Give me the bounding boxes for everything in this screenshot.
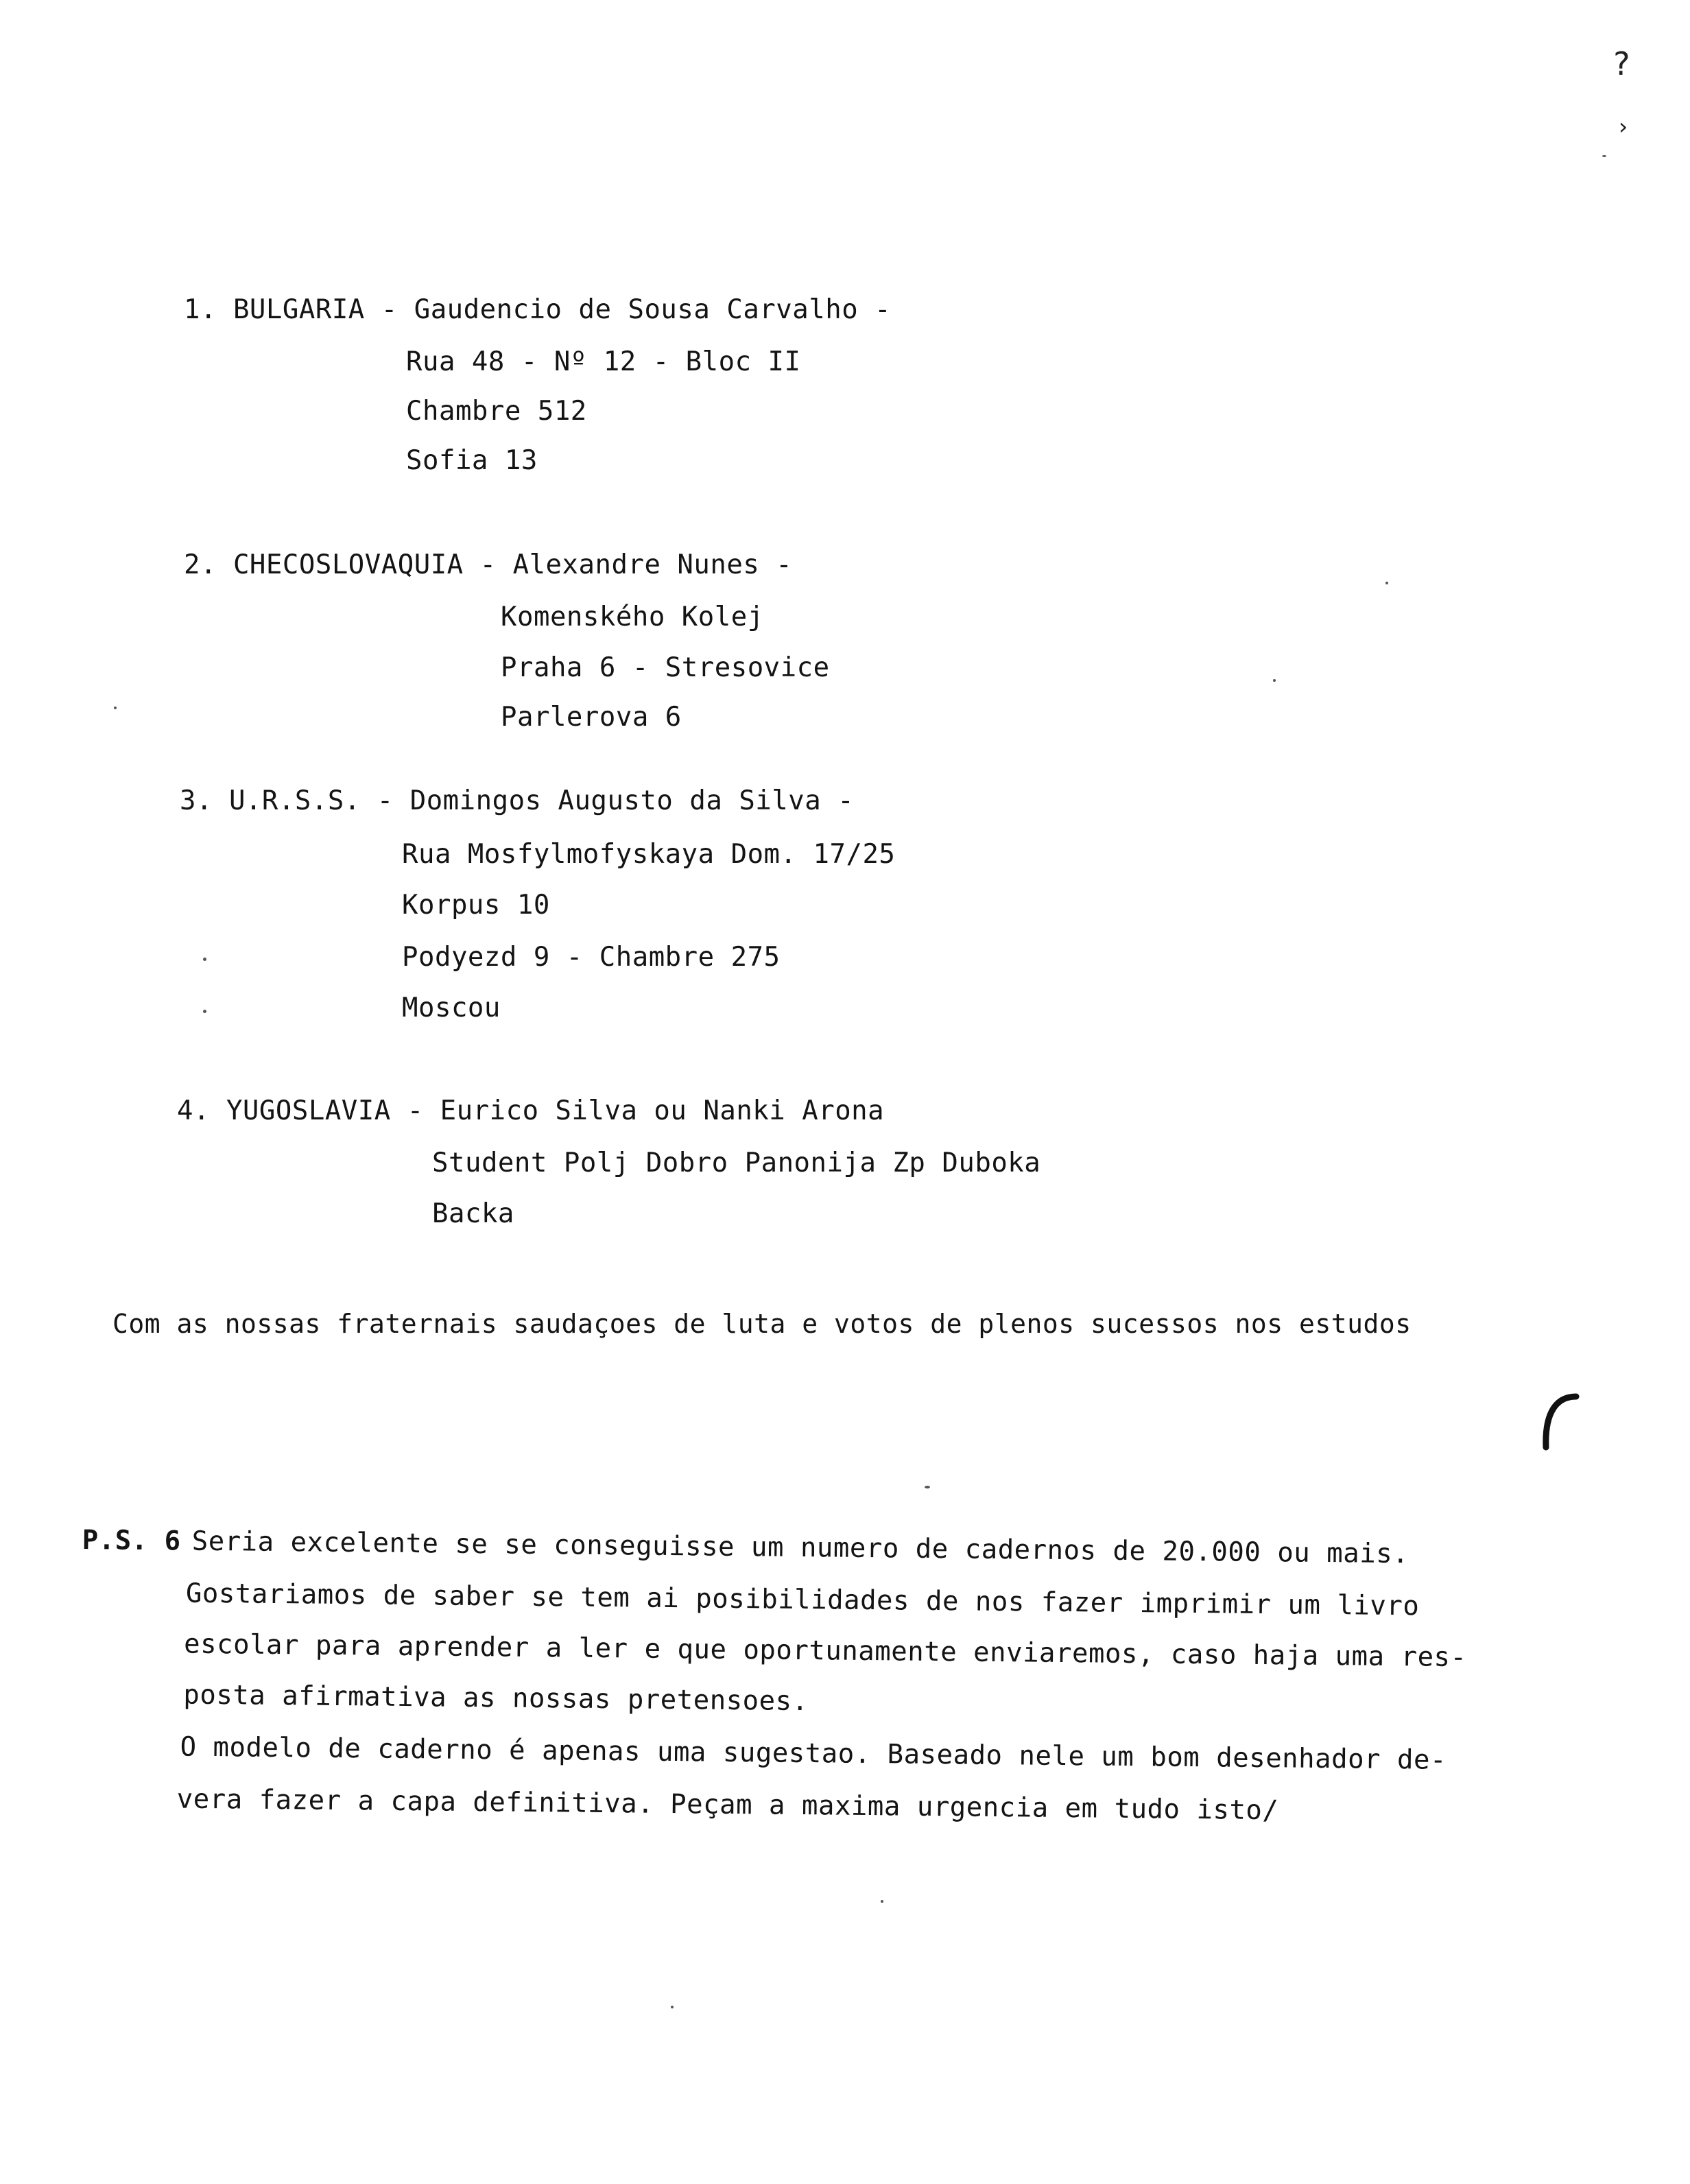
postscript-line: Gostariamos de saber se tem ai posibilidades de nos fazer imprimir um livro: [185, 1578, 1420, 1622]
tick-annotation: ›: [1616, 113, 1630, 141]
scan-speck: [1273, 679, 1276, 682]
closing-greeting: Com as nossas fraternais saudaçoes de luta e votos de plenos sucessos nos estudos: [112, 1309, 1412, 1339]
postscript-line: O modelo de caderno é apenas uma sugestao. Baseado nele um bom desenhador de-: [180, 1731, 1447, 1776]
scan-speck: [881, 1900, 883, 1903]
address-header: 4. YUGOSLAVIA - Eurico Silva ou Nanki Arona: [177, 1095, 885, 1126]
scan-speck: [114, 707, 117, 709]
address-line: Parlerova 6: [501, 702, 682, 733]
address-line: Moscou: [402, 993, 501, 1023]
address-line: Korpus 10: [402, 890, 550, 921]
postscript-line: Seria excelente se se conseguisse um numero de cadernos de 20.000 ou mais.: [191, 1526, 1409, 1570]
address-line: Backa: [432, 1198, 514, 1229]
address-line: Komenského Kolej: [501, 602, 764, 632]
question-mark-annotation: ?: [1612, 45, 1631, 82]
scan-speck: [203, 1010, 206, 1013]
address-line: Chambre 512: [406, 396, 587, 427]
address-line: Sofia 13: [406, 445, 538, 476]
postscript-label: P.S. 6: [82, 1525, 181, 1557]
scan-speck: [925, 1486, 930, 1488]
address-line: Rua 48 - Nº 12 - Bloc II: [406, 346, 801, 377]
address-header: 3. U.R.S.S. - Domingos Augusto da Silva -: [180, 785, 855, 816]
handwritten-bracket-mark: [1536, 1391, 1584, 1453]
address-line: Rua Mosfylmofyskaya Dom. 17/25: [402, 839, 896, 870]
scan-speck: [1602, 155, 1606, 157]
postscript-line: posta afirmativa as nossas pretensoes.: [183, 1679, 809, 1718]
address-header: 1. BULGARIA - Gaudencio de Sousa Carvalho -: [184, 294, 892, 325]
address-line: Student Polj Dobro Panonija Zp Duboka: [432, 1148, 1041, 1178]
address-line: Praha 6 - Stresovice: [501, 652, 830, 683]
address-line: Podyezd 9 - Chambre 275: [402, 942, 781, 973]
postscript-line: vera fazer a capa definitiva. Peçam a maxima urgencia em tudo isto/: [176, 1783, 1279, 1827]
scan-speck: [671, 2006, 674, 2008]
postscript-block: [82, 1524, 1467, 1827]
address-header: 2. CHECOSLOVAQUIA - Alexandre Nunes -: [184, 549, 793, 580]
scan-speck: [203, 958, 206, 961]
scan-speck: [1385, 582, 1388, 584]
postscript-line: escolar para aprender a ler e que oportunamente enviaremos, caso haja uma res-: [183, 1628, 1467, 1674]
